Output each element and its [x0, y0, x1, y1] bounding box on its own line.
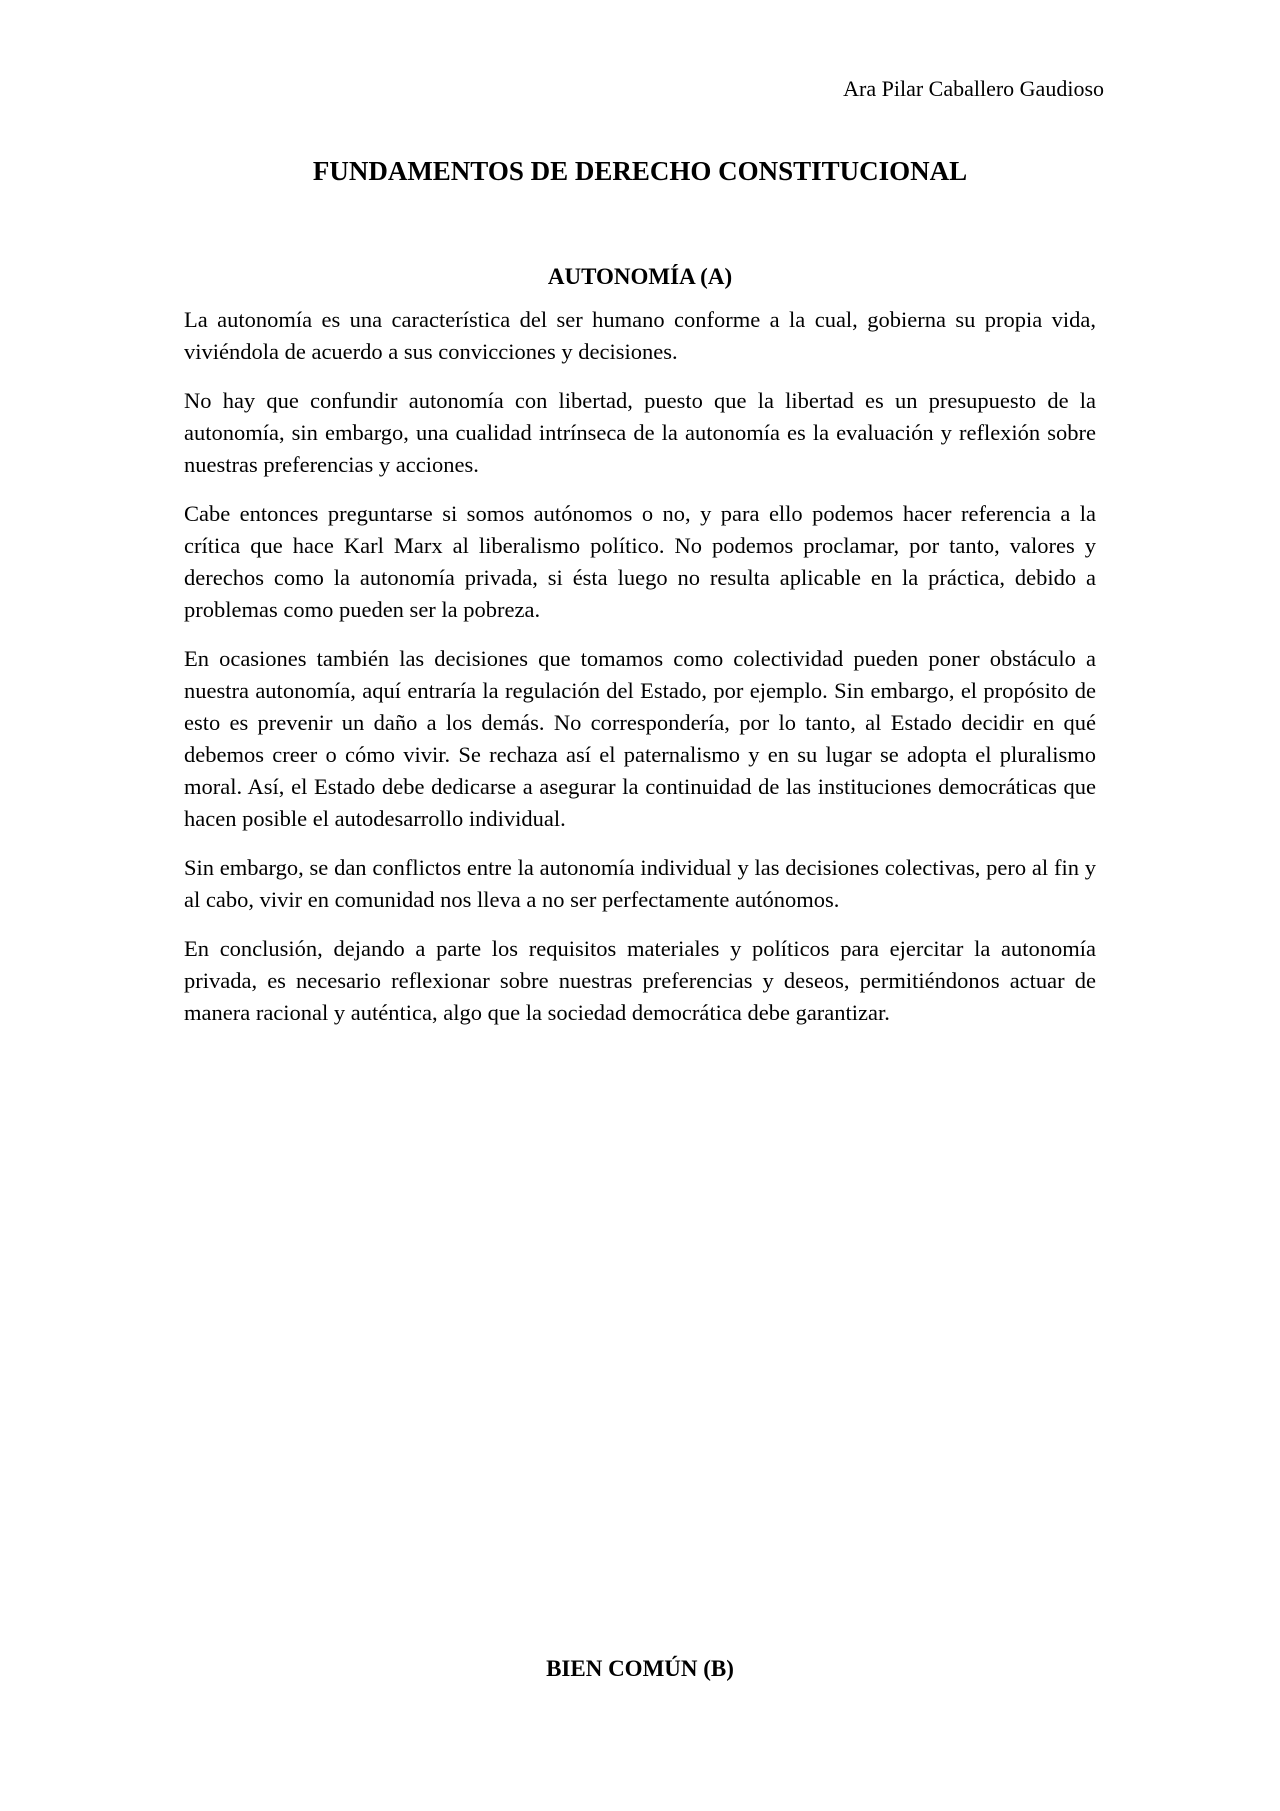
paragraph: En ocasiones también las decisiones que tomamos como colectividad pueden poner obstáculo a nuestra autonomía, aquí entraría la regulación del Estado, por ejemplo. Sin embargo, el propósito de esto es prevenir un daño a los demás. No correspondería, por lo tanto, al Estado decidir en qué debemos creer o cómo vivir. Se rechaza así el paternalismo y en su lugar se adopta el pluralismo moral. Así, el Estado debe dedicarse a asegurar la continuidad de las instituciones democráticas que hacen posible el autodesarrollo individual.: [184, 646, 1096, 831]
section-bien-comun: [184, 1654, 1096, 1696]
section-heading: BIEN COMÚN (B): [546, 1656, 734, 1681]
paragraph: No hay que confundir autonomía con libertad, puesto que la libertad es un presupuesto de la autonomía, sin embargo, una cualidad intrínseca de la autonomía es la evaluación y reflexión sobre nuestras preferencias y acciones.: [184, 388, 1096, 477]
author-name: Ara Pilar Caballero Gaudioso: [843, 76, 1104, 101]
paragraph: Cabe entonces preguntarse si somos autónomos o no, y para ello podemos hacer referencia a la crítica que hace Karl Marx al liberalismo político. No podemos proclamar, por tanto, valores y derechos como la autonomía privada, si ésta luego no resulta aplicable en la práctica, debido a problemas como pueden ser la pobreza.: [184, 501, 1096, 622]
paragraph: En conclusión, dejando a parte los requisitos materiales y políticos para ejercitar la autonomía privada, es necesario reflexionar sobre nuestras preferencias y deseos, permitiéndonos actuar de manera racional y auténtica, algo que la sociedad democrática debe garantizar.: [184, 936, 1096, 1025]
paragraph: La autonomía es una característica del ser humano conforme a la cual, gobierna su propia vida, viviéndola de acuerdo a sus convicciones y decisiones.: [184, 307, 1096, 364]
document-title: FUNDAMENTOS DE DERECHO CONSTITUCIONAL: [312, 156, 968, 186]
section-autonomia: [184, 262, 1096, 1046]
paragraph: Sin embargo, se dan conflictos entre la autonomía individual y las decisiones colectivas, pero al fin y al cabo, vivir en comunidad nos lleva a no ser perfectamente autónomos.: [184, 855, 1096, 912]
section-heading: AUTONOMÍA (A): [547, 264, 733, 289]
